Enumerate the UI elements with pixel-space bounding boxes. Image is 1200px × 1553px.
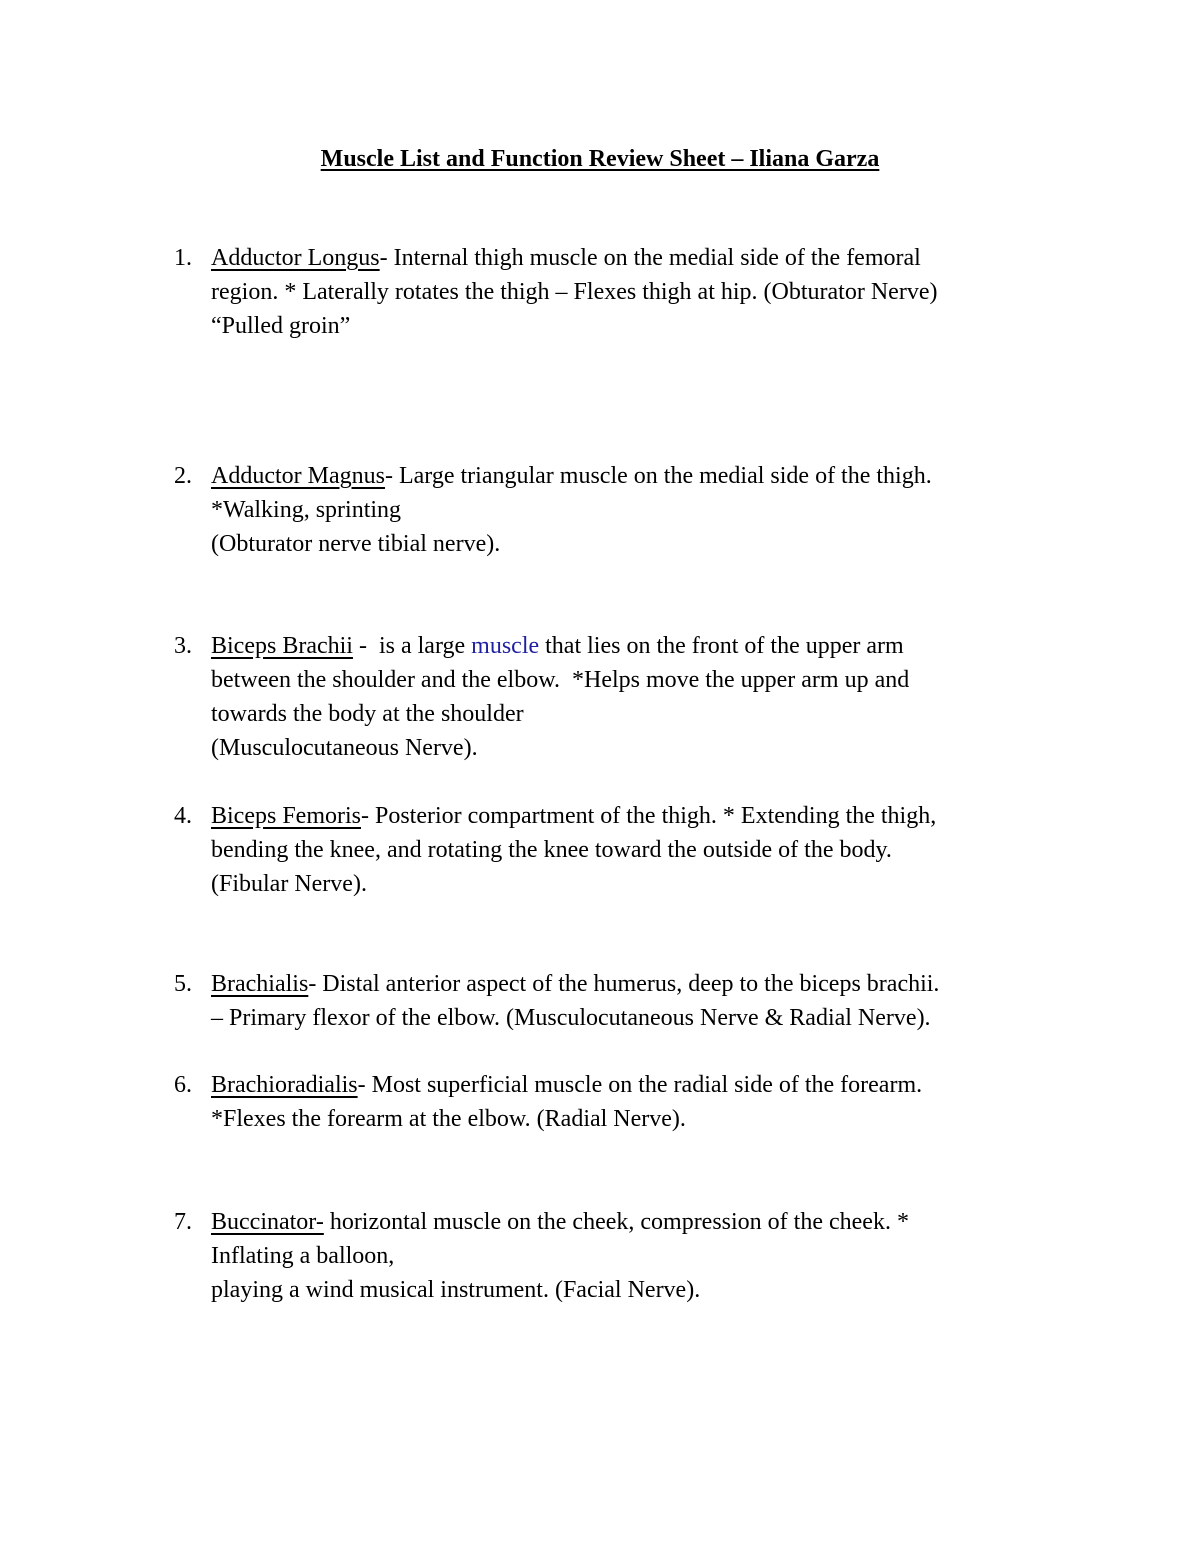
item-line — [211, 241, 1074, 275]
muscle-link[interactable]: muscle — [471, 633, 540, 659]
item-body — [211, 459, 1074, 561]
item-text: - Internal thigh muscle on the medial side of the femoral — [379, 245, 921, 271]
muscle-term: Brachioradialis — [211, 1072, 358, 1098]
item-text: (Musculocutaneous Nerve). — [211, 735, 478, 761]
item-number: 5. — [174, 971, 192, 997]
item-text: *Walking, sprinting — [211, 497, 402, 523]
item-line — [211, 1068, 1074, 1102]
item-number: 3. — [174, 633, 192, 659]
item-text: Inflating a balloon, — [211, 1243, 395, 1269]
item-text: *Flexes the forearm at the elbow. (Radial Nerve). — [211, 1106, 686, 1132]
item-number: 6. — [174, 1072, 192, 1098]
item-text: (Obturator nerve tibial nerve). — [211, 531, 501, 557]
item-text: between the shoulder and the elbow. *Helps move the upper arm up and — [211, 667, 910, 693]
list-item — [174, 1205, 1074, 1307]
item-text: (Fibular Nerve). — [211, 871, 367, 897]
item-line — [211, 459, 1074, 493]
item-body — [211, 1205, 1074, 1307]
list-item — [174, 967, 1074, 1035]
item-text: - Most superficial muscle on the radial side of the forearm. — [357, 1072, 923, 1098]
item-text: region. * Laterally rotates the thigh – Flexes thigh at hip. (Obturator Nerve) — [211, 279, 938, 305]
muscle-term: Brachialis — [211, 971, 309, 997]
item-body — [211, 1068, 1074, 1136]
item-text: horizontal muscle on the cheek, compression of the cheek. * — [323, 1209, 909, 1235]
item-text: “Pulled groin” — [211, 313, 351, 339]
item-number: 1. — [174, 245, 192, 271]
item-text: - Distal anterior aspect of the humerus, deep to the biceps brachii. — [308, 971, 940, 997]
item-line — [211, 967, 1074, 1001]
item-text: towards the body at the shoulder — [211, 701, 524, 727]
item-number: 4. — [174, 803, 192, 829]
item-number: 7. — [174, 1209, 192, 1235]
item-text: - Posterior compartment of the thigh. * Extending the thigh, — [361, 803, 937, 829]
item-line — [211, 629, 1074, 663]
item-text: bending the knee, and rotating the knee toward the outside of the body. — [211, 837, 892, 863]
item-body — [211, 629, 1074, 765]
item-text: – Primary flexor of the elbow. (Musculocutaneous Nerve & Radial Nerve). — [211, 1005, 931, 1031]
item-text: - is a large — [352, 633, 472, 659]
muscle-term: Biceps Brachii — [211, 633, 353, 659]
muscle-term: Adductor Longus — [211, 245, 380, 271]
item-body — [211, 241, 1074, 343]
list-item — [174, 459, 1074, 561]
item-body — [211, 967, 1074, 1035]
item-line — [211, 1205, 1074, 1239]
muscle-term: Biceps Femoris — [211, 803, 361, 829]
muscle-term: Buccinator- — [211, 1209, 324, 1235]
item-text: - Large triangular muscle on the medial side of the thigh. — [384, 463, 932, 489]
item-body — [211, 799, 1074, 901]
page-title: Muscle List and Function Review Sheet – Iliana Garza — [320, 146, 880, 172]
item-text: that lies on the front of the upper arm — [539, 633, 904, 659]
item-line — [211, 799, 1074, 833]
list-item — [174, 241, 1074, 343]
list-item — [174, 799, 1074, 901]
item-text: playing a wind musical instrument. (Facial Nerve). — [211, 1277, 701, 1303]
item-number: 2. — [174, 463, 192, 489]
list-item — [174, 629, 1074, 765]
muscle-term: Adductor Magnus — [211, 463, 385, 489]
list-item — [174, 1068, 1074, 1136]
